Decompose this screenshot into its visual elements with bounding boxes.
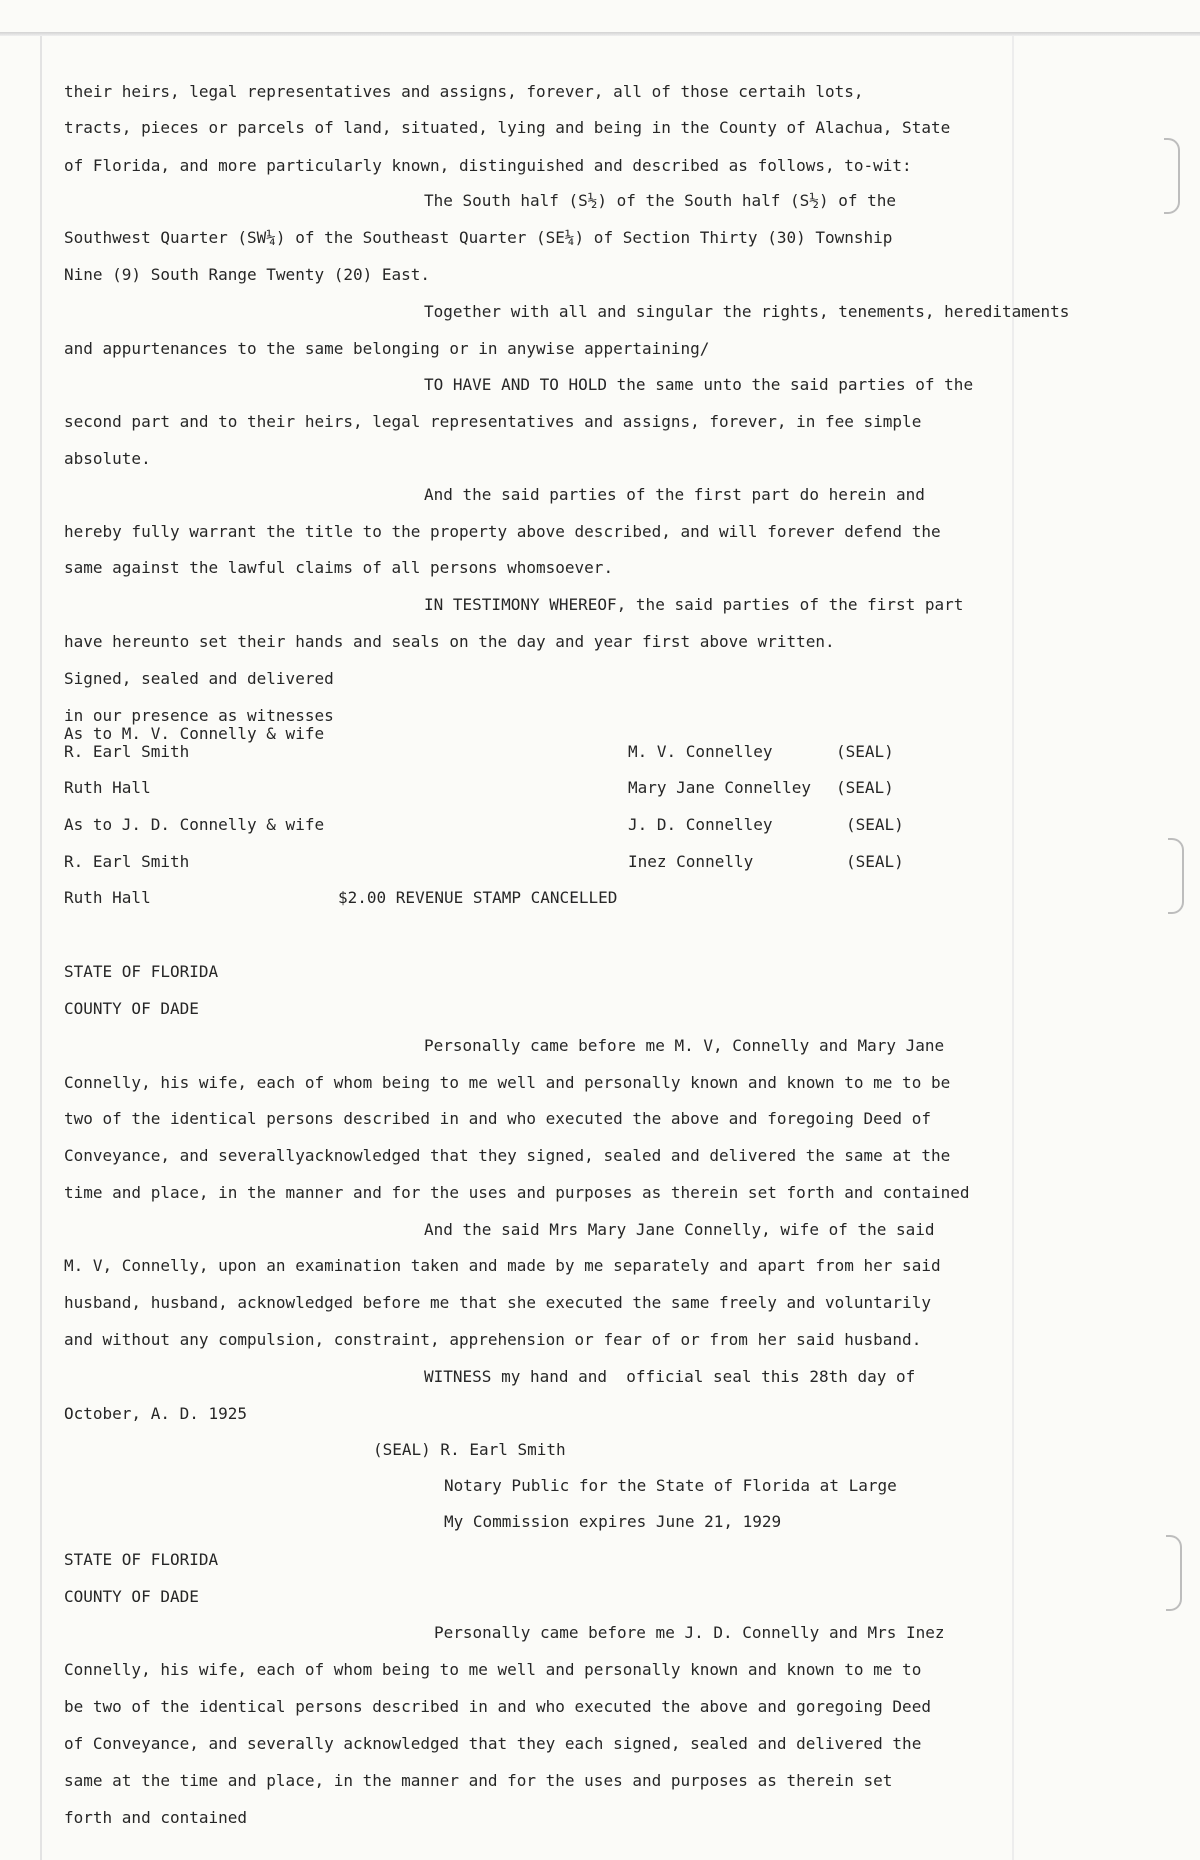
acknowledgment-line: Connelly, his wife, each of whom being to me well and personally known and known to me to [64, 1660, 922, 1679]
acknowledgment-line: And the said Mrs Mary Jane Connelly, wife of the said [424, 1220, 935, 1239]
acknowledgment-line: forth and contained [64, 1808, 248, 1827]
notary-title: Notary Public for the State of Florida at Large [444, 1476, 897, 1495]
acknowledgment-line: WITNESS my hand and official seal this 28th day of [424, 1367, 916, 1386]
witness-group-heading: As to M. V. Connelly & wife [64, 724, 325, 743]
acknowledgment-line: of Conveyance, and severally acknowledged that they each signed, sealed and delivered the [64, 1734, 922, 1753]
witness-intro: Signed, sealed and delivered [64, 669, 334, 688]
seal-mark: (SEAL) [836, 742, 894, 761]
witness-name: R. Earl Smith [64, 852, 190, 871]
top-border [0, 32, 1200, 36]
warranty-line: hereby fully warrant the title to the property above described, and will forever defend the [64, 522, 941, 541]
binder-hole-top [1164, 138, 1180, 214]
warranty-line: And the said parties of the first part do herein and [424, 485, 925, 504]
binder-hole-middle [1168, 838, 1184, 914]
conveyance-line: of Florida, and more particularly known, distinguished and described as follows, to-wit: [64, 156, 912, 175]
acknowledgment-line: Connelly, his wife, each of whom being to me well and personally known and known to me to be [64, 1073, 951, 1092]
acknowledgment-line: two of the identical persons described in and who executed the above and foregoing Deed of [64, 1109, 931, 1128]
witness-name: Ruth Hall [64, 778, 151, 797]
acknowledgment-line: husband, husband, acknowledged before me that she executed the same freely and voluntarily [64, 1293, 931, 1312]
acknowledgment-date: October, A. D. 1925 [64, 1404, 248, 1423]
legal-description-line: The South half (S½) of the South half (S½) of the [424, 191, 897, 210]
legal-description-line: Southwest Quarter (SW¼) of the Southeast Quarter (SE¼) of Section Thirty (30) Township [64, 228, 893, 247]
testimony-line: IN TESTIMONY WHEREOF, the said parties of the first part [424, 595, 964, 614]
acknowledgment-line: time and place, in the manner and for the uses and purposes as therein set forth and contained [64, 1183, 970, 1202]
appurtenances-line: Together with all and singular the rights, tenements, hereditaments [424, 302, 1070, 321]
habendum-line: absolute. [64, 449, 151, 468]
conveyance-line: their heirs, legal representatives and assigns, forever, all of those certaih lots, [64, 82, 864, 101]
witness-name: Ruth Hall [64, 888, 151, 907]
grantor-signature: Inez Connelly [628, 852, 754, 871]
acknowledgment-line: and without any compulsion, constraint, apprehension or fear of or from her said husband. [64, 1330, 922, 1349]
grantor-signature: J. D. Connelley [628, 815, 773, 834]
seal-mark: (SEAL) [846, 815, 904, 834]
acknowledgment-line: Personally came before me M. V, Connelly and Mary Jane [424, 1036, 945, 1055]
acknowledgment-line: Conveyance, and severallyacknowledged that they signed, sealed and delivered the same at the [64, 1146, 951, 1165]
legal-description-line: Nine (9) South Range Twenty (20) East. [64, 265, 431, 284]
venue-state: STATE OF FLORIDA [64, 1550, 219, 1569]
witness-name: R. Earl Smith [64, 742, 190, 761]
testimony-line: have hereunto set their hands and seals on the day and year first above written. [64, 632, 835, 651]
venue-county: COUNTY OF DADE [64, 1587, 199, 1606]
acknowledgment-line: same at the time and place, in the manner and for the uses and purposes as therein set [64, 1771, 893, 1790]
witness-intro: in our presence as witnesses [64, 706, 334, 725]
revenue-stamp-note: $2.00 REVENUE STAMP CANCELLED [338, 888, 618, 907]
venue-county: COUNTY OF DADE [64, 999, 199, 1018]
grantor-signature: M. V. Connelley [628, 742, 773, 761]
witness-group-heading: As to J. D. Connelly & wife [64, 815, 325, 834]
grantor-signature: Mary Jane Connelley [628, 778, 812, 797]
habendum-line: TO HAVE AND TO HOLD the same unto the said parties of the [424, 375, 974, 394]
binder-hole-bottom [1166, 1535, 1182, 1611]
notary-signature: (SEAL) R. Earl Smith [373, 1440, 566, 1459]
venue-state: STATE OF FLORIDA [64, 962, 219, 981]
appurtenances-line: and appurtenances to the same belonging or in anywise appertaining/ [64, 339, 710, 358]
acknowledgment-line: be two of the identical persons described in and who executed the above and goregoing Deed [64, 1697, 931, 1716]
notary-commission: My Commission expires June 21, 1929 [444, 1512, 782, 1531]
habendum-line: second part and to their heirs, legal representatives and assigns, forever, in fee simple [64, 412, 922, 431]
acknowledgment-line: Personally came before me J. D. Connelly and Mrs Inez [434, 1623, 945, 1642]
warranty-line: same against the lawful claims of all persons whomsoever. [64, 558, 614, 577]
acknowledgment-line: M. V, Connelly, upon an examination taken and made by me separately and apart from her said [64, 1256, 941, 1275]
conveyance-line: tracts, pieces or parcels of land, situated, lying and being in the County of Alachua, State [64, 118, 951, 137]
seal-mark: (SEAL) [836, 778, 894, 797]
seal-mark: (SEAL) [846, 852, 904, 871]
left-edge [40, 36, 42, 1860]
